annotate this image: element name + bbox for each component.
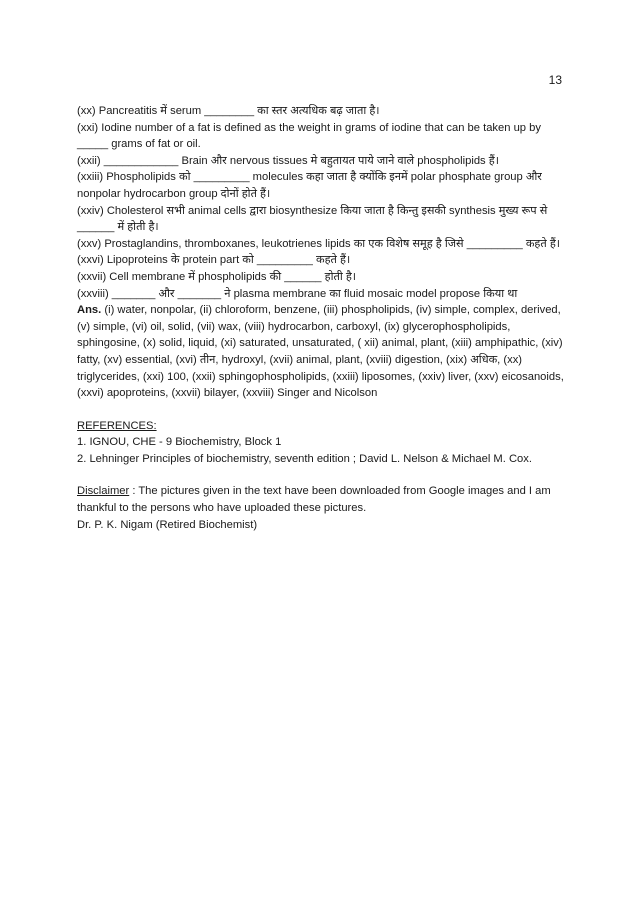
reference-item: 2. Lehninger Principles of biochemistry, seventh edition ; David L. Nelson & Michael M. Cox. (77, 452, 532, 465)
answers-text: (i) water, nonpolar, (ii) chloroform, benzene, (iii) phospholipids, (iv) simple, complex, derived, (v) simple, (vi) oil, solid, (vii) wax, (viii) hydrocarbon, carboxyl, (ix) glycerophospholipids, sphingosine, (x) solid, liquid, (xi) saturated, unsaturated, ( xii) animal, plant, (xiii) amphipathic, (xiv) fatty, (xv) essential, (xvi) तीन, hydroxyl, (xvii) animal, plant, (xviii) digestion, (xix) अधिक, (xx) triglycerides, (xxi) 100, (xxii) sphingophospholipids, (xxiii) liposomes, (xxiv) liver, (xxv) eicosanoids, (xxvi) apoproteins, (xxvii) bilayer, (xxviii) Singer and Nicolson (77, 304, 564, 400)
disclaimer-text: : The pictures given in the text have been downloaded from Google images and I am thankful to the persons who have uploaded these pictures. (77, 485, 551, 515)
question-item: (xxii) ____________ Brain और nervous tissues मे बहुतायत पाये जाने वाले phospholipids हैं। (77, 154, 499, 167)
question-item: (xxvii) Cell membrane में phospholipids की ______ होती है। (77, 270, 357, 283)
disclaimer-paragraph (77, 483, 571, 516)
references-section (77, 418, 571, 468)
reference-item: 1. IGNOU, CHE - 9 Biochemistry, Block 1 (77, 436, 282, 449)
question-item: (xx) Pancreatitis में serum ________ का स्तर अत्यधिक बढ़ जाता है। (77, 105, 380, 117)
references-heading: REFERENCES: (77, 419, 157, 432)
question-item: (xxviii) _______ और _______ ने plasma membrane का fluid mosaic model propose किया था (77, 287, 518, 300)
spacer (77, 402, 571, 418)
question-item: (xxv) Prostaglandins, thromboxanes, leukotrienes lipids का एक विशेष समूह है जिसे _________ कहते हैं। (77, 237, 561, 250)
page-content (77, 103, 571, 533)
disclaimer-section (77, 483, 571, 533)
question-item: (xxiii) Phospholipids को _________ molecules कहा जाता है क्योंकि इनमें polar phosphate group और nonpolar hydrocarbon group दोनों होते हैं। (77, 171, 542, 200)
question-item: (xxi) Iodine number of a fat is defined as the weight in grams of iodine that can be taken up by _____ grams of fat or oil. (77, 121, 541, 151)
question-list (77, 103, 571, 302)
disclaimer-label: Disclaimer (77, 485, 130, 498)
spacer (77, 467, 571, 483)
answers-paragraph (77, 302, 571, 402)
question-item: (xxiv) Cholesterol सभी animal cells द्वारा biosynthesize किया जाता है किन्तु इसकी synthesis मुख्य रूप से ______ में होती है। (77, 204, 548, 234)
author-line: Dr. P. K. Nigam (Retired Biochemist) (77, 518, 258, 531)
page-number: 13 (548, 73, 562, 87)
question-item: (xxvi) Lipoproteins के protein part को _________ कहते हैं। (77, 254, 351, 267)
answers-label: Ans. (77, 304, 102, 317)
